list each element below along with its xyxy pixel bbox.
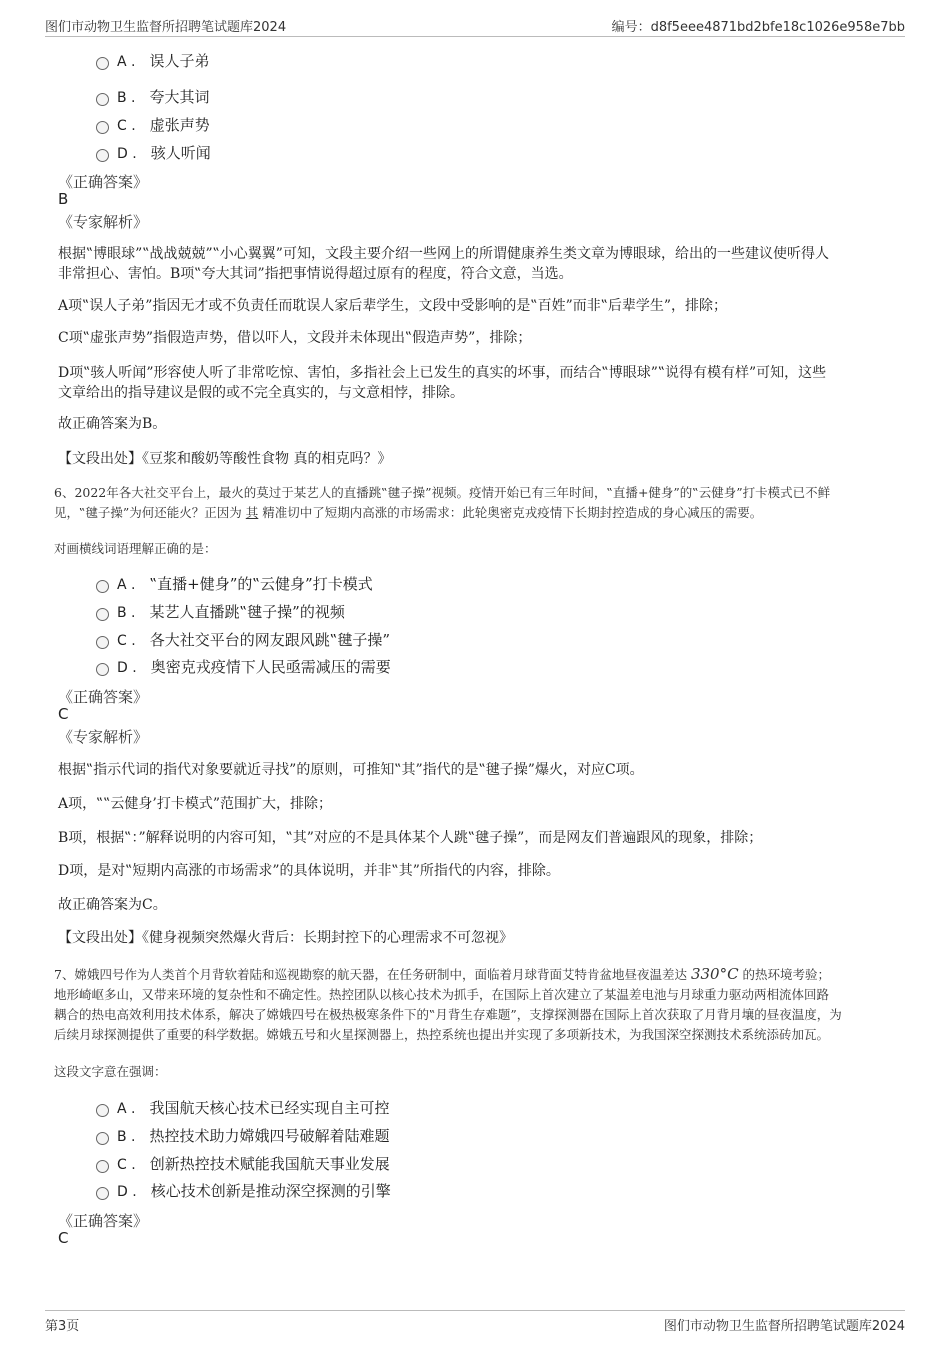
q5-analysis-label: 《专家解析》 (58, 213, 149, 231)
q5-analysis-p4: D项‟骇人听闻”形容使人听了非常吃惊、害怕，多指社会上已发生的真实的坏事，而结合‟博眼球”‟说得有模有样”可知，这些 文章给出的指导建议是假的或不完全真实的，与文意相悖，排除。 (58, 365, 827, 401)
q5-analysis-p3: C项‟虚张声势”指假造声势，借以吓人，文段并未体现出‟假造声势”，排除； (58, 330, 532, 346)
q5-option-a[interactable]: A . 误人子弟 (96, 50, 210, 72)
q6-option-d[interactable]: D . 奥密克戎疫情下人民亟需减压的需要 (96, 656, 391, 678)
q7-option-a[interactable]: A . 我国航天核心技术已经实现自主可控 (96, 1097, 390, 1119)
radio-icon[interactable] (96, 121, 109, 134)
q6-analysis-p4: D项，是对‟短期内高涨的市场需求”的具体说明，并非‟其”所指代的内容，排除。 (58, 863, 560, 879)
q5-answer: B (58, 190, 69, 208)
page-number: 第3页 (45, 1319, 80, 1334)
q6-option-b[interactable]: B . 某艺人直播跳‟毽子操”的视频 (96, 601, 345, 623)
radio-icon[interactable] (96, 1104, 109, 1117)
header-code: 编号：d8f5eee4871bd2bfe18c1026e958e7bb (611, 20, 905, 35)
q5-option-c[interactable]: C . 虚张声势 (96, 114, 210, 136)
q6-source: 【文段出处】《健身视频突然爆火背后：长期封控下的心理需求不可忽视》 (58, 930, 513, 946)
header-title: 图们市动物卫生监督所招聘笔试题库2024 (45, 20, 287, 35)
q7-prompt: 这段文字意在强调： (54, 1064, 167, 1079)
q6-question-text: 6、2022年各大社交平台上，最火的莫过于某艺人的直播跳‟毽子操”视频。疫情开始已有三年时间，‟直播+健身”的‟云健身”打卡模式已不鲜 见，‟毽子操”为何还能火？正因为 其 精准切中了短期内高涨的市场需求：此轮奥密克戎疫情下长期封控造成的身心减压的需要。 (54, 485, 831, 520)
radio-icon[interactable] (96, 93, 109, 106)
q7-option-b[interactable]: B . 热控技术助力嫦娥四号破解着陆难题 (96, 1125, 390, 1147)
temperature-math: 330°C (690, 965, 739, 983)
q6-prompt: 对画横线词语理解正确的是： (54, 541, 217, 556)
q6-analysis-label: 《专家解析》 (58, 728, 149, 746)
radio-icon[interactable] (96, 1187, 109, 1200)
footer-title: 图们市动物卫生监督所招聘笔试题库2024 (663, 1319, 905, 1334)
radio-icon[interactable] (96, 1160, 109, 1173)
q6-analysis-p2: A项，‟‟云健身’打卡模式”范围扩大，排除； (58, 796, 333, 812)
q5-analysis-p2: A项‟误人子弟”指因无才或不负责任而耽误人家后辈学生，文段中受影响的是‟百姓”而非‟后辈学生”，排除； (58, 298, 728, 314)
q7-answer-label: 《正确答案》 (58, 1212, 149, 1230)
radio-icon[interactable] (96, 663, 109, 676)
q5-option-d[interactable]: D . 骇人听闻 (96, 142, 211, 164)
q6-option-a[interactable]: A . ‟直播+健身”的‟云健身”打卡模式 (96, 573, 373, 595)
q5-source: 【文段出处】《豆浆和酸奶等酸性食物 真的相克吗？》 (58, 451, 392, 467)
radio-icon[interactable] (96, 608, 109, 621)
q5-answer-label: 《正确答案》 (58, 173, 149, 191)
q5-analysis-p1: 根据‟博眼球”‟战战兢兢”‟小心翼翼”可知，文段主要介绍一些网上的所谓健康养生类文章为博眼球，给出的一些建议使听得人 非常担心、害怕。B项‟夸大其词”指把事情说得超过原有的程度，符合文意，当选。 (58, 246, 829, 282)
radio-icon[interactable] (96, 149, 109, 162)
q7-option-d[interactable]: D . 核心技术创新是推动深空探测的引擎 (96, 1180, 391, 1202)
q6-analysis-p3: B项，根据‟：”解释说明的内容可知，‟其”对应的不是具体某个人跳‟毽子操”，而是网友们普遍跟风的现象，排除； (58, 830, 763, 846)
q7-question-text: 7、嫦娥四号作为人类首个月背软着陆和巡视勘察的航天器，在任务研制中，面临着月球背面艾特肯盆地昼夜温差达 330°C 的热环境考验； 地形崎岖多山，又带来环境的复杂性和不确定性。热控团队以核心技术为抓手，在国际上首次建立了某温差电池与月球重力驱动两相流体回路 耦合的热电高效利用技术体系，解决了嫦娥四号在极热极寒条件下的‟月背生存难题”，支撑探测器在国际上首次获取了月背月壤的昼夜温度，为 后续月球探测提供了重要的科学数据。嫦娥五号和火星探测器上，热控系统也提出并实现了多项新技术，为我国深空探测技术系统添砖加瓦。 (54, 965, 842, 1042)
q6-conclusion: 故正确答案为C。 (58, 897, 167, 913)
radio-icon[interactable] (96, 1132, 109, 1145)
radio-icon[interactable] (96, 57, 109, 70)
q6-answer-label: 《正确答案》 (58, 688, 149, 706)
q5-conclusion: 故正确答案为B。 (58, 416, 167, 432)
q5-option-b[interactable]: B . 夸大其词 (96, 86, 210, 108)
q6-option-c[interactable]: C . 各大社交平台的网友跟风跳‟毽子操” (96, 629, 390, 651)
radio-icon[interactable] (96, 636, 109, 649)
page-header (45, 14, 905, 37)
radio-icon[interactable] (96, 580, 109, 593)
q6-underlined-word: 其 (245, 505, 259, 520)
q7-option-c[interactable]: C . 创新热控技术赋能我国航天事业发展 (96, 1153, 390, 1175)
page-footer (45, 1310, 905, 1333)
q7-answer: C (58, 1229, 69, 1247)
q6-analysis-p1: 根据‟指示代词的指代对象要就近寻找”的原则，可推知‟其”指代的是‟毽子操”爆火，对应C项。 (58, 762, 644, 778)
q6-answer: C (58, 705, 69, 723)
